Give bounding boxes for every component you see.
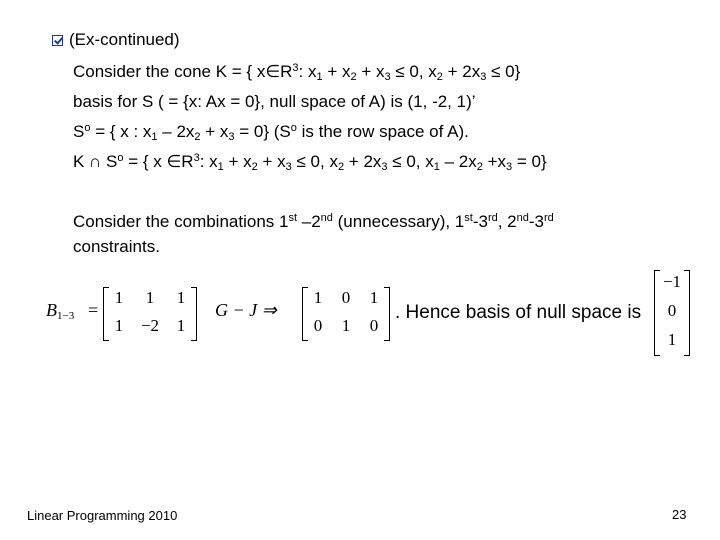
matrix-r-cell: 1: [369, 288, 379, 307]
matrix-r: [302, 287, 390, 341]
hence-text: . Hence basis of null space is: [395, 302, 642, 323]
matrix-r-cell: 1: [341, 316, 351, 335]
matrix-b-cell: 1: [114, 316, 124, 335]
page-number: 23: [672, 507, 687, 522]
matrix-r-cell: 0: [313, 316, 323, 335]
checkbox-bullet-icon: [52, 35, 63, 46]
constraints-line: constraints.: [73, 237, 160, 256]
vector-cell: 0: [667, 301, 677, 320]
basis-line: basis for S ( = {x: Ax = 0}, null space of A) is (1, -2, 1)’: [73, 92, 476, 111]
matrix-b-cell: −2: [140, 316, 160, 335]
intersection-line: K ∩ $S^o$ = { x $\in R^3$: $x_1 + x_2 + x_3 \le 0$, $x_2 + 2x_3 \le 0$, $x_1 - 2x_2 +x_3 = 0$}: [73, 152, 547, 173]
matrix-r-cell: 1: [313, 288, 323, 307]
matrix-b-cell: 1: [114, 288, 124, 307]
gauss-jordan-arrow: G − J ⇒: [215, 300, 277, 320]
matrix-r-cell: 0: [341, 288, 351, 307]
slide-heading: [52, 30, 180, 50]
matrix-r-cell: 0: [369, 316, 379, 335]
vector-cell: −1: [662, 272, 682, 291]
row-space-line: $S^o$ = { x : $x_1 - 2x_2 + x_3 = 0$} ($S^o$ is the row space of A).: [73, 122, 469, 143]
matrix-b-cell: 1: [176, 316, 186, 335]
equals-sign: =: [88, 300, 99, 320]
cone-definition-line: Consider the cone K = { $x\in R^3$: $x_1 + x_2 + x_3 \le 0$, $x_2 + 2x_3 \le 0$}: [73, 62, 521, 83]
vector-cell: 1: [667, 330, 677, 349]
matrix-b-cell: 1: [145, 288, 155, 307]
null-space-vector: [654, 270, 690, 356]
footer-text: Linear Programming 2010: [27, 508, 178, 523]
matrix-b: [103, 287, 197, 341]
heading-text: (Ex-continued): [69, 30, 180, 49]
b-matrix-label: $B_{1-3}$: [46, 300, 75, 322]
matrix-b-cell: 1: [176, 288, 186, 307]
combinations-line: Consider the combinations 1st –2nd (unnecessary), 1st-3rd, 2nd-3rd: [73, 212, 554, 231]
